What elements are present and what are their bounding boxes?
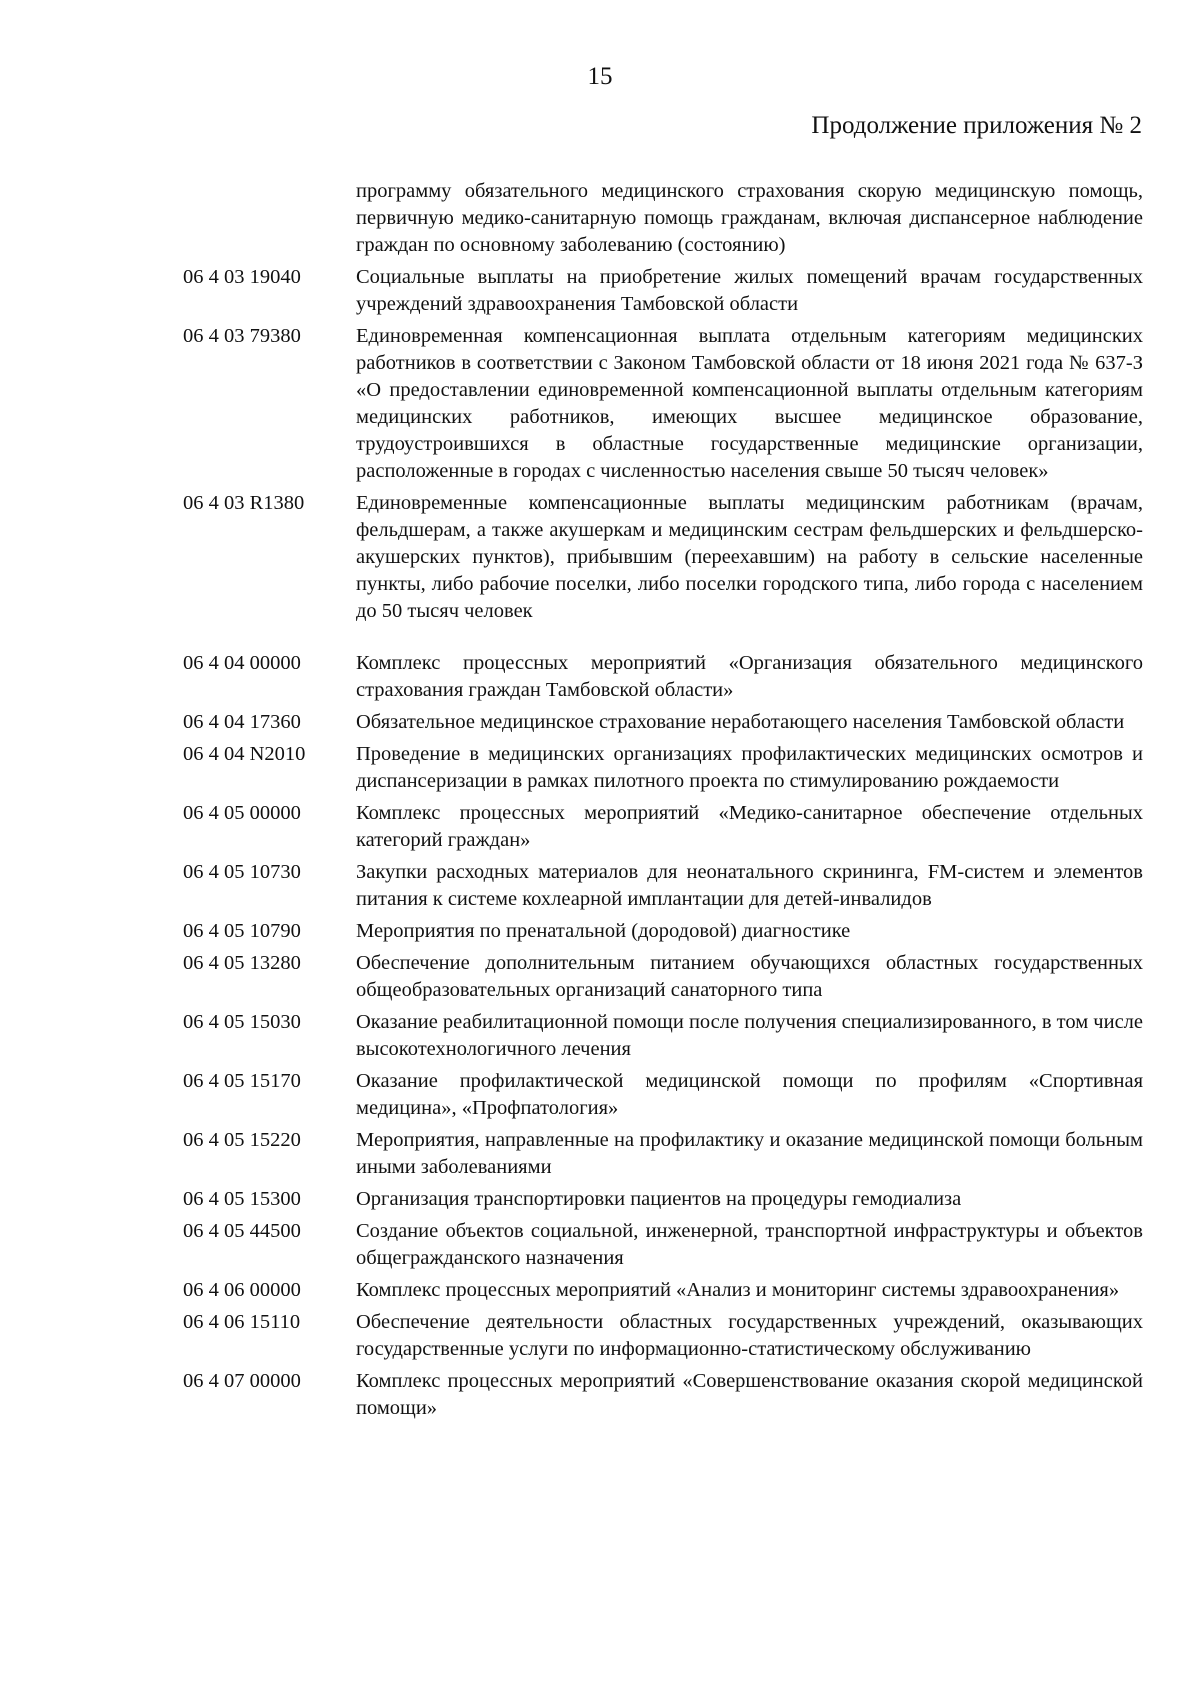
row-text: Единовременная компенсационная выплата отдельным категориям медицинских работников в соответствии с Законом Тамбовской области от 18 июня 2021 года № 637-З «О предоставлении единовременной компенсационной выплаты отдельным категориям медицинских работников, имеющих высшее медицинское образование, трудоустроившихся в областные государственные медицинские организации, расположенные в городах с численностью населения свыше 50 тысяч человек» [356,325,1143,482]
row-text: программу обязательного медицинского страхования скорую медицинскую помощь, первичную медико-санитарную помощь гражданам, включая диспансерное наблюдение граждан по основному заболеванию (состоянию) [356,180,1143,256]
row-text: Комплекс процессных мероприятий «Совершенствование оказания скорой медицинской помощи» [356,1370,1143,1419]
row-text: Комплекс процессных мероприятий «Медико-санитарное обеспечение отдельных категорий граждан» [356,802,1143,851]
row-text: Комплекс процессных мероприятий «Организация обязательного медицинского страхования граждан Тамбовской области» [356,652,1143,701]
row-text: Создание объектов социальной, инженерной, транспортной инфраструктуры и объектов общегражданского назначения [356,1220,1143,1269]
table-row [0,1309,1200,1363]
row-code: 06 4 05 13280 [183,952,301,974]
table-row [0,323,1200,485]
row-code: 06 4 06 00000 [183,1279,301,1301]
row-text: Оказание профилактической медицинской помощи по профилям «Спортивная медицина», «Профпатология» [356,1070,1143,1119]
table-row [0,1186,1200,1213]
table-row [0,950,1200,1004]
table-row [0,264,1200,318]
row-code: 06 4 04 N2010 [183,743,306,765]
table-row [0,650,1200,704]
row-text: Организация транспортировки пациентов на процедуры гемодиализа [356,1188,962,1210]
row-code: 06 4 03 19040 [183,266,301,288]
table-row [0,918,1200,945]
row-code: 06 4 05 10790 [183,920,301,942]
row-text: Обязательное медицинское страхование неработающего населения Тамбовской области [356,711,1125,733]
table-row [0,859,1200,913]
table-row [0,741,1200,795]
table-row [0,709,1200,736]
table-row [0,800,1200,854]
table-row [0,1218,1200,1272]
row-code: 06 4 07 00000 [183,1370,301,1392]
row-code: 06 4 03 R1380 [183,492,305,514]
row-code: 06 4 05 10730 [183,861,301,883]
classification-table [0,178,1200,1427]
table-row [0,1127,1200,1181]
row-code: 06 4 04 00000 [183,652,301,674]
row-code: 06 4 05 15300 [183,1188,301,1210]
table-row [0,178,1200,259]
table-row [0,1068,1200,1122]
row-code: 06 4 05 15170 [183,1070,301,1092]
row-code: 06 4 05 15030 [183,1011,301,1033]
row-text: Мероприятия, направленные на профилактику и оказание медицинской помощи больным иными заболеваниями [356,1129,1143,1178]
appendix-title: Продолжение приложения № 2 [811,112,1142,139]
row-text: Закупки расходных материалов для неонатального скрининга, FM-систем и элементов питания к системе кохлеарной имплантации для детей-инвалидов [356,861,1143,910]
row-text: Социальные выплаты на приобретение жилых помещений врачам государственных учреждений здравоохранения Тамбовской области [356,266,1143,315]
row-code: 06 4 03 79380 [183,325,301,347]
row-code: 06 4 05 44500 [183,1220,301,1242]
row-text: Обеспечение дополнительным питанием обучающихся областных государственных общеобразовательных организаций санаторного типа [356,952,1143,1001]
row-text: Единовременные компенсационные выплаты медицинским работникам (врачам, фельдшерам, а также акушеркам и медицинским сестрам фельдшерских и фельдшерско-акушерских пунктов), прибывшим (переехавшим) на работу в сельские населенные пункты, либо рабочие поселки, либо поселки городского типа, либо города с населением до 50 тысяч человек [356,492,1143,622]
row-code: 06 4 04 17360 [183,711,301,733]
row-code: 06 4 05 15220 [183,1129,301,1151]
table-row [0,490,1200,625]
row-text: Мероприятия по пренатальной (дородовой) диагностике [356,920,851,942]
page-number: 15 [587,63,613,90]
table-row [0,1277,1200,1304]
row-text: Проведение в медицинских организациях профилактических медицинских осмотров и диспансеризации в рамках пилотного проекта по стимулированию рождаемости [356,743,1143,792]
row-text: Обеспечение деятельности областных государственных учреждений, оказывающих государственные услуги по информационно-статистическому обслуживанию [356,1311,1143,1360]
row-code: 06 4 05 00000 [183,802,301,824]
table-row [0,1368,1200,1422]
row-text: Оказание реабилитационной помощи после получения специализированного, в том числе высокотехнологичного лечения [356,1011,1143,1060]
table-row [0,1009,1200,1063]
row-code: 06 4 06 15110 [183,1311,301,1333]
row-text: Комплекс процессных мероприятий «Анализ и мониторинг системы здравоохранения» [356,1279,1120,1301]
